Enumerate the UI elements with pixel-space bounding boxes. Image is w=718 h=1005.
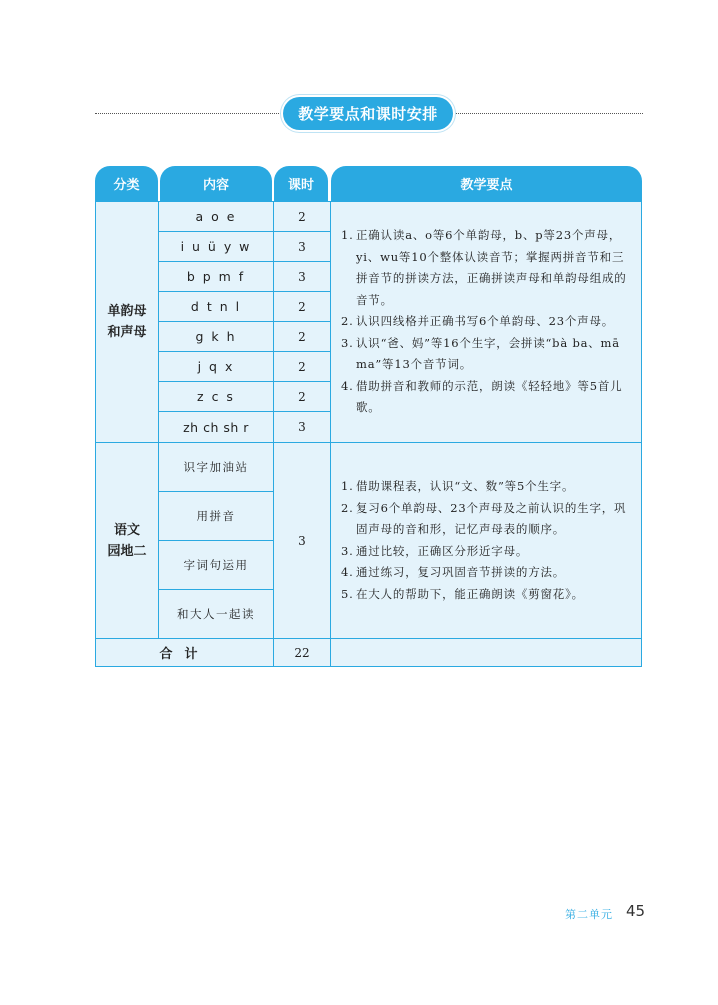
point-item: [341, 584, 629, 606]
header-teaching-points: 教学要点: [331, 166, 642, 201]
hours-cell: 2: [273, 201, 331, 232]
content-cell: a o e: [158, 201, 274, 232]
point-item: [341, 562, 629, 584]
point-number: 3.: [341, 543, 354, 558]
content-cell: 和大人一起读: [158, 589, 274, 639]
teaching-points-cell-1: [330, 201, 642, 443]
point-text: 复习6个单韵母、23个声母及之前认识的生字，巩固声母的音和形，记忆声母表的顺序。: [356, 500, 627, 536]
header-category: 分类: [95, 166, 158, 201]
content-cell: b p m f: [158, 261, 274, 292]
category-cell-2: [95, 442, 159, 639]
teaching-points-cell-2: [330, 442, 642, 639]
point-text: 借助拼音和教师的示范，朗读《轻轻地》等5首儿歌。: [356, 378, 623, 415]
hours-cell: 3: [273, 231, 331, 262]
point-number: 5.: [341, 586, 354, 601]
category-line: 单韵母: [107, 304, 147, 319]
point-text: 借助课程表，认识“文、数”等5个生字。: [356, 479, 575, 493]
point-number: 2.: [341, 314, 354, 329]
hours-cell: 3: [273, 442, 331, 639]
hours-cell: 3: [273, 261, 331, 292]
header-hours: 课时: [274, 166, 328, 201]
total-hours: 22: [273, 638, 331, 667]
hours-cell: 2: [273, 381, 331, 412]
title-rule-right: [455, 113, 643, 114]
content-cell: zh ch sh r: [158, 411, 274, 443]
point-item: [341, 376, 629, 419]
point-number: 2.: [341, 500, 354, 515]
hours-cell: 2: [273, 291, 331, 322]
content-cell: 字词句运用: [158, 540, 274, 590]
point-text: 正确认读a、o等6个单韵母，b、p等23个声母，yi、wu等10个整体认读音节；掌握两拼音节和三拼音节的拼读方法，正确拼读声母和单韵母组成的音节。: [356, 228, 627, 307]
category-line: 和声母: [107, 325, 147, 340]
title-rule-left: [95, 113, 281, 114]
point-item: [341, 541, 629, 563]
point-text: 认识“爸、妈”等16个生字，会拼读“bà ba、mā ma”等13个音节词。: [356, 335, 620, 372]
point-number: 1.: [341, 479, 354, 493]
category-line: 园地二: [107, 543, 147, 559]
point-item: [341, 333, 629, 376]
point-text: 认识四线格并正确书写6个单韵母、23个声母。: [356, 314, 615, 329]
section-title: 教学要点和课时安排: [283, 97, 453, 130]
point-number: 3.: [341, 335, 354, 350]
content-cell: 用拼音: [158, 491, 274, 541]
total-empty-cell: [330, 638, 642, 667]
total-label: 合计: [95, 638, 274, 667]
content-cell: 识字加油站: [158, 442, 274, 492]
footer-unit: 第二单元: [565, 908, 613, 921]
point-number: 4.: [341, 565, 354, 579]
point-item: [341, 225, 629, 311]
point-text: 通过比较，正确区分形近字母。: [356, 543, 529, 558]
content-cell: d t n l: [158, 291, 274, 322]
point-number: 1.: [341, 228, 354, 243]
point-item: [341, 311, 629, 333]
content-cell: i u ü y w: [158, 231, 274, 262]
content-cell: j q x: [158, 351, 274, 382]
category-cell-1: [95, 201, 159, 443]
hours-cell: 3: [273, 411, 331, 443]
point-text: 通过练习，复习巩固音节拼读的方法。: [356, 565, 566, 579]
hours-cell: 2: [273, 351, 331, 382]
category-line: 语文: [113, 522, 140, 538]
point-text: 在大人的帮助下，能正确朗读《剪窗花》。: [356, 586, 584, 601]
point-number: 4.: [341, 378, 354, 393]
page-number: 45: [626, 902, 646, 920]
header-content: 内容: [160, 166, 272, 201]
hours-cell: 2: [273, 321, 331, 352]
point-item: [341, 498, 629, 541]
content-cell: g k h: [158, 321, 274, 352]
content-cell: z c s: [158, 381, 274, 412]
point-item: [341, 476, 629, 498]
